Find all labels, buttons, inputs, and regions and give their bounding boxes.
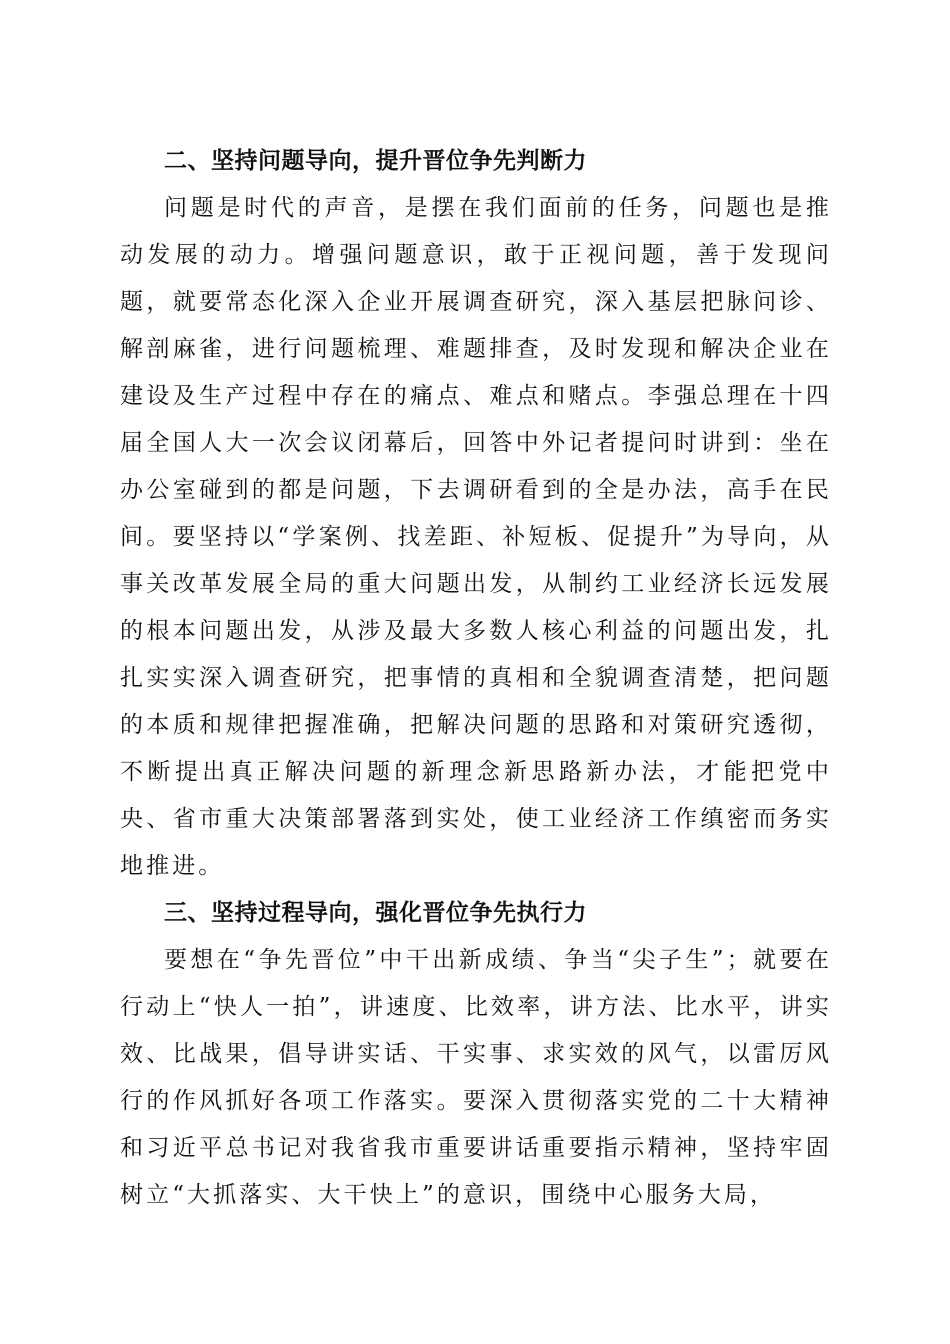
- section-paragraph-2: 问题是时代的声音，是摆在我们面前的任务，问题也是推动发展的动力。增强问题意识，敢于正视问题，善于发现问题，就要常态化深入企业开展调查研究，深入基层把脉问诊、解剖麻雀，进行问题梳理、难题排查，及时发现和解决企业在建设及生产过程中存在的痛点、难点和赌点。李强总理在十四届全国人大一次会议闭幕后，回答中外记者提问时讲到：坐在办公室碰到的都是问题，下去调研看到的全是办法，高手在民间。要坚持以“学案例、找差距、补短板、促提升”为导向，从事关改革发展全局的重大问题出发，从制约工业经济长远发展的根本问题出发，从涉及最大多数人核心利益的问题出发，扎扎实实深入调查研究，把事情的真相和全貌调查清楚，把问题的本质和规律把握准确，把解决问题的思路和对策研究透彻，不断提出真正解决问题的新理念新思路新办法，才能把党中央、省市重大决策部署落到实处，使工业经济工作缜密而务实地推进。: [120, 195, 832, 879]
- section-paragraph-3: 要想在“争先晋位”中干出新成绩、争当“尖子生”；就要在行动上“快人一拍”，讲速度、比效率，讲方法、比水平，讲实效、比战果，倡导讲实话、干实事、求实效的风气，以雷厉风行的作风抓好各项工作落实。要深入贯彻落实党的二十大精神和习近平总书记对我省我市重要讲话重要指示精神，坚持牢固树立“大抓落实、大干快上”的意识，围绕中心服务大局，: [120, 947, 832, 1208]
- document-body: [120, 138, 832, 1219]
- section-heading-3: 三、坚持过程导向，强化晋位争先执行力: [164, 900, 587, 926]
- section-heading-2: 二、坚持问题导向，提升晋位争先判断力: [164, 148, 587, 174]
